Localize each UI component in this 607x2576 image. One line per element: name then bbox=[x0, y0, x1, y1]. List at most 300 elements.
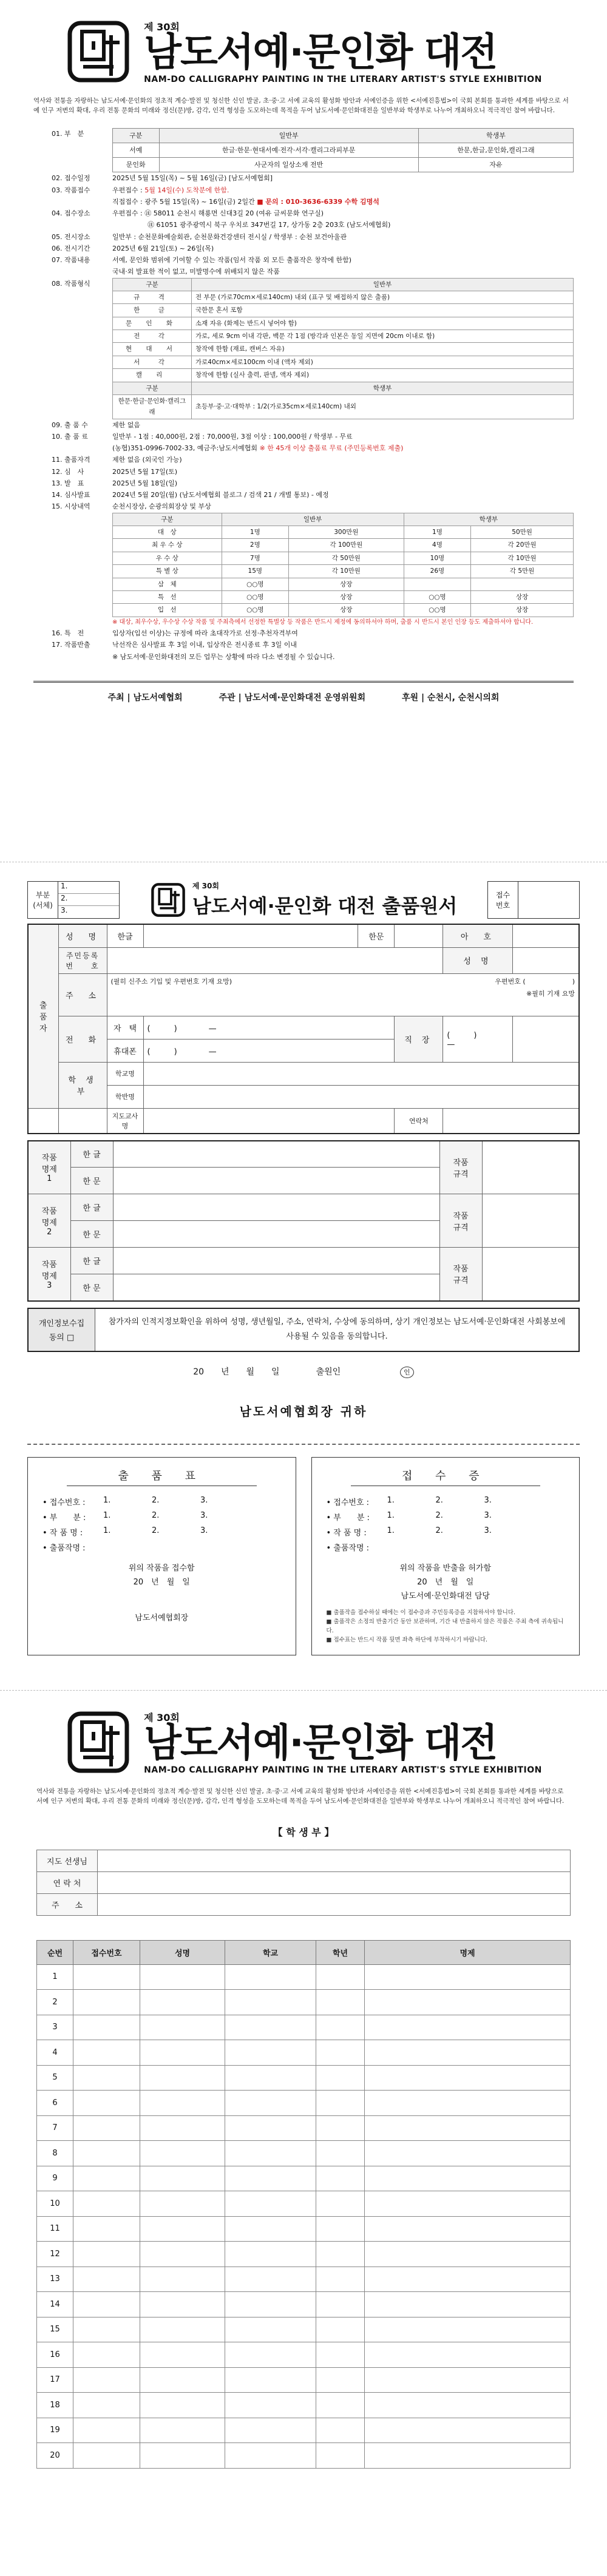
date-line bbox=[27, 1365, 580, 1378]
stub-line[interactable]: 3. bbox=[61, 905, 68, 914]
hangul-label: 한 글 bbox=[70, 1248, 113, 1274]
num: 1. bbox=[103, 1510, 111, 1520]
logo bbox=[33, 18, 574, 85]
student-list-table bbox=[36, 1940, 571, 2469]
cell: 서예 bbox=[113, 143, 160, 157]
entry-ticket bbox=[27, 1457, 296, 1655]
cell: 가로40cm×세로100cm 이내 (액자 제외) bbox=[192, 356, 574, 368]
col-header: 구분 bbox=[113, 278, 192, 291]
school-cell[interactable] bbox=[225, 2166, 316, 2191]
grade-cell[interactable] bbox=[316, 2015, 365, 2040]
title-cell[interactable] bbox=[365, 2292, 571, 2317]
prize-note: ※ 대상, 최우수상, 우수상 수상 작품 및 주최측에서 선정한 특별상 등 작품은 반드시 제정에 동의하셔야 하며, 출품 시 반드시 본인 인장 등도 제출하셔야 합니다. bbox=[112, 618, 534, 626]
col-header: 학생부 bbox=[404, 513, 573, 526]
address-field[interactable] bbox=[107, 973, 579, 1016]
name-cell[interactable] bbox=[140, 2292, 225, 2317]
school-cell[interactable] bbox=[225, 2065, 316, 2091]
cell: 각 5만원 bbox=[471, 565, 574, 578]
title-cell[interactable] bbox=[365, 1964, 571, 1990]
organizers bbox=[33, 681, 574, 703]
cell: 한 글 bbox=[113, 304, 192, 317]
grade-cell[interactable] bbox=[316, 2393, 365, 2418]
category-table bbox=[112, 128, 574, 173]
sign-label: 성 명 bbox=[443, 947, 512, 973]
edition-label: 제 30회 bbox=[192, 882, 219, 890]
receipt-cell[interactable] bbox=[73, 2342, 140, 2368]
grade-cell[interactable] bbox=[316, 2342, 365, 2368]
stub-line[interactable]: 2. bbox=[58, 894, 119, 906]
school-cell[interactable] bbox=[225, 2393, 316, 2418]
title-cell[interactable] bbox=[365, 2443, 571, 2469]
cell: 1명 bbox=[222, 526, 289, 539]
title-cell[interactable] bbox=[365, 2317, 571, 2342]
grade-cell[interactable] bbox=[316, 2443, 365, 2469]
table-row bbox=[37, 2418, 571, 2443]
section-15 bbox=[33, 501, 574, 627]
name-cell[interactable] bbox=[140, 1990, 225, 2015]
name-cell[interactable] bbox=[140, 2317, 225, 2342]
cell: 상장 bbox=[471, 590, 574, 603]
cell: 문인화 bbox=[113, 158, 160, 172]
name-hangul-field[interactable] bbox=[143, 924, 358, 947]
section-key: 09. 출 품 수 bbox=[52, 421, 88, 429]
cell: 한문·한글·문인화·캘리그래 bbox=[113, 394, 192, 419]
ticket-date: 20 년 월 일 bbox=[417, 1577, 474, 1587]
field-label: • 작 품 명 : bbox=[42, 1528, 83, 1538]
work-1-hangul-field[interactable] bbox=[113, 1141, 439, 1168]
cell: 입 선 bbox=[113, 604, 222, 617]
school-cell[interactable] bbox=[225, 2191, 316, 2217]
section-12 bbox=[33, 466, 574, 478]
section-value: 국내·외 발표한 적이 없고, 미발명수에 위배되지 않은 작품 bbox=[112, 268, 280, 276]
work-number: 2 bbox=[47, 1228, 52, 1237]
name-cell[interactable] bbox=[140, 2367, 225, 2393]
work-number: 1 bbox=[47, 1174, 52, 1184]
address-label: 주 소 bbox=[58, 973, 107, 1016]
cell: 상장 bbox=[289, 604, 404, 617]
row-number: 5 bbox=[37, 2065, 73, 2091]
title-cell[interactable] bbox=[365, 2065, 571, 2091]
form-title-text: 남도서예·문인화 대전 출품원서 bbox=[192, 894, 458, 918]
grade-cell[interactable] bbox=[316, 1964, 365, 1990]
cell: 각 10만원 bbox=[471, 552, 574, 564]
seal-mark: 인 bbox=[400, 1367, 414, 1378]
section-key: 13. 발 표 bbox=[52, 479, 84, 487]
mobile-field[interactable]: ( ) — bbox=[143, 1039, 395, 1062]
num: 3. bbox=[484, 1510, 492, 1520]
cell: 창작에 한함 (재료, 캔버스 자유) bbox=[192, 343, 574, 356]
field-label: • 부 분 : bbox=[42, 1513, 86, 1523]
receipt-cell[interactable] bbox=[73, 2166, 140, 2191]
work-1-hanmun-field[interactable] bbox=[113, 1168, 439, 1194]
privacy-text: 참가자의 인적지정보확인을 위하여 성명, 생년월일, 주소, 연락처, 수상에 동의하며, 상기 개인정보는 남도서예·문인화대전 사회봉보에 사용될 수 있음을 동의합니다. bbox=[108, 1317, 566, 1342]
row-number: 1 bbox=[37, 1964, 73, 1990]
title-cell[interactable] bbox=[365, 2015, 571, 2040]
address-note: (필히 신주소 기입 및 우편번호 기재 요망) bbox=[110, 977, 232, 985]
name-cell[interactable] bbox=[140, 2342, 225, 2368]
table-row bbox=[37, 2166, 571, 2191]
section-02 bbox=[33, 172, 574, 184]
spec-table bbox=[112, 278, 574, 419]
school-cell[interactable] bbox=[225, 1964, 316, 1990]
cell: 15명 bbox=[222, 565, 289, 578]
teacher-info-table bbox=[36, 1850, 571, 1916]
num: 2. bbox=[152, 1526, 160, 1535]
section-17 bbox=[33, 639, 574, 663]
receipt-cell[interactable] bbox=[73, 1964, 140, 1990]
name-cell[interactable] bbox=[140, 2242, 225, 2267]
name-cell[interactable] bbox=[140, 2443, 225, 2469]
receipt-cell[interactable] bbox=[73, 2317, 140, 2342]
grade-cell[interactable] bbox=[316, 2115, 365, 2141]
col-header: 성명 bbox=[140, 1940, 225, 1964]
grade-field[interactable] bbox=[143, 1085, 579, 1108]
cell: ○○명 bbox=[222, 604, 289, 617]
contact-note: ■ 문의 : 010-3636-6339 수학 김명석 bbox=[257, 197, 379, 206]
grade-cell[interactable] bbox=[316, 2292, 365, 2317]
grade-cell[interactable] bbox=[316, 2065, 365, 2091]
school-cell[interactable] bbox=[225, 2141, 316, 2166]
school-cell[interactable] bbox=[225, 2015, 316, 2040]
section-value: 제한 없음 (외국인 가능) bbox=[112, 456, 182, 464]
receipt-cell[interactable] bbox=[73, 2216, 140, 2242]
section-11 bbox=[33, 454, 574, 465]
grade-cell[interactable] bbox=[316, 2267, 365, 2292]
contact-label: 연락처 bbox=[395, 1108, 443, 1134]
row-number: 10 bbox=[37, 2191, 73, 2217]
receipt-cell[interactable] bbox=[73, 2040, 140, 2066]
receipt-cell[interactable] bbox=[73, 2115, 140, 2141]
grade-cell[interactable] bbox=[316, 2418, 365, 2443]
hangul-label: 한글 bbox=[107, 924, 143, 947]
section-key: 10. 출 품 료 bbox=[52, 432, 88, 441]
ticket-title: 출 품 표 bbox=[67, 1467, 257, 1486]
grade-cell[interactable] bbox=[316, 2216, 365, 2242]
work-2-hangul-field[interactable] bbox=[113, 1194, 439, 1221]
grade-cell[interactable] bbox=[316, 2191, 365, 2217]
cell: 2명 bbox=[222, 539, 289, 552]
cell: 전 각 bbox=[113, 330, 192, 343]
row-number: 20 bbox=[37, 2443, 73, 2469]
hanmun-label: 한문 bbox=[358, 924, 395, 947]
name-cell[interactable] bbox=[140, 1964, 225, 1990]
cell: 규 격 bbox=[113, 291, 192, 303]
receipt-cell[interactable] bbox=[73, 2065, 140, 2091]
grade-label: 학반명 bbox=[107, 1085, 143, 1108]
stub-label: 부분 (서체) bbox=[28, 882, 58, 918]
section-key: 16. 특 전 bbox=[52, 629, 84, 638]
name-cell[interactable] bbox=[140, 2115, 225, 2141]
section-key: 02. 접수일정 bbox=[52, 174, 90, 183]
school-cell[interactable] bbox=[225, 2292, 316, 2317]
home-phone-field[interactable]: ( ) — bbox=[143, 1016, 395, 1039]
teacher-label: 지도 선생님 bbox=[37, 1850, 98, 1871]
section-value: 일반부 : 순천문화예술회관, 순천문화건강센터 전시실 / 학생부 : 순천 보건아울관 bbox=[112, 232, 347, 241]
school-cell[interactable] bbox=[225, 2418, 316, 2443]
num: 2. bbox=[435, 1495, 443, 1505]
title-cell[interactable] bbox=[365, 2141, 571, 2166]
cell: 한문,한글,문인화,캘리그래 bbox=[418, 143, 573, 157]
table-row bbox=[37, 2367, 571, 2393]
table-row bbox=[37, 2443, 571, 2469]
title-cell[interactable] bbox=[365, 2166, 571, 2191]
office-phone-field[interactable]: ( ) — bbox=[443, 1016, 512, 1062]
num: 2. bbox=[435, 1526, 443, 1535]
cell: 가로, 세로 9cm 이내 각판, 백문 각 1점 (방각과 인본은 동일 지면에 20cm 이내로 함) bbox=[192, 330, 574, 343]
title-cell[interactable] bbox=[365, 2242, 571, 2267]
num: 1. bbox=[103, 1495, 111, 1505]
work-2-hanmun-field[interactable] bbox=[113, 1221, 439, 1248]
grade-cell[interactable] bbox=[316, 2317, 365, 2342]
school-cell[interactable] bbox=[225, 2216, 316, 2242]
receipt-cell[interactable] bbox=[73, 2091, 140, 2116]
name-cell[interactable] bbox=[140, 2191, 225, 2217]
privacy-consent bbox=[27, 1308, 580, 1352]
name-hanmun-field[interactable] bbox=[395, 924, 443, 947]
hangul-label: 한 글 bbox=[70, 1141, 113, 1168]
section-value: 입상자(입선 이상)는 규정에 따라 초대작가로 선정·추천자격부여 bbox=[112, 629, 298, 638]
spec-label: 작품 규격 bbox=[439, 1194, 482, 1248]
num: 2. bbox=[152, 1510, 160, 1520]
teacher-field[interactable] bbox=[98, 1850, 571, 1871]
spec-label: 작품 규격 bbox=[439, 1248, 482, 1301]
section-16 bbox=[33, 627, 574, 639]
title-cell[interactable] bbox=[365, 2393, 571, 2418]
cell: 사군자의 일상소재 전반 bbox=[159, 158, 418, 172]
work-3-hangul-field[interactable] bbox=[113, 1248, 439, 1274]
col-header: 학생부 bbox=[192, 382, 574, 394]
table-row bbox=[37, 2141, 571, 2166]
contact-field[interactable] bbox=[98, 1871, 571, 1893]
section-value: 낙선작은 심사발표 후 3일 이내, 입상작은 전시종료 후 3일 이내 bbox=[112, 641, 297, 649]
category-stub bbox=[27, 881, 120, 919]
exhibition-subtitle: NAM-DO CALLIGRAPHY PAINTING IN THE LITERARY ARTIST'S STYLE EXHIBITION bbox=[144, 74, 542, 84]
title-cell[interactable] bbox=[365, 2091, 571, 2116]
row-number: 18 bbox=[37, 2393, 73, 2418]
agree-checkbox[interactable]: 동의 □ bbox=[49, 1333, 75, 1343]
cell: 전 부문 (가로70cm×세로140cm) 내외 (표구 및 배접하지 않은 출품) bbox=[192, 291, 574, 303]
name-cell[interactable] bbox=[140, 2418, 225, 2443]
title-cell[interactable] bbox=[365, 2040, 571, 2066]
num: 1. bbox=[387, 1510, 395, 1520]
grade-cell[interactable] bbox=[316, 2367, 365, 2393]
school-cell[interactable] bbox=[225, 2267, 316, 2292]
student-page-title: 【 학 생 부 】 bbox=[273, 1826, 334, 1838]
row-number: 17 bbox=[37, 2367, 73, 2393]
bank-account: (농협)351-0996-7002-33, 예금주:남도서예협회 bbox=[112, 444, 258, 453]
applicant-table bbox=[27, 924, 580, 1134]
col-header: 명제 bbox=[365, 1940, 571, 1964]
grade-cell[interactable] bbox=[316, 2166, 365, 2191]
school-cell[interactable] bbox=[225, 2443, 316, 2469]
ticket-date: 20 년 월 일 bbox=[133, 1577, 190, 1587]
pen-name-field[interactable] bbox=[512, 924, 579, 947]
section-key: 11. 출품자격 bbox=[52, 456, 90, 464]
name-cell[interactable] bbox=[140, 2216, 225, 2242]
sign-field[interactable] bbox=[512, 947, 579, 973]
work-3-spec-field[interactable] bbox=[482, 1248, 579, 1301]
table-row bbox=[37, 2292, 571, 2317]
section-key: 01. 부 분 bbox=[52, 129, 84, 138]
row-number: 12 bbox=[37, 2242, 73, 2267]
row-number: 13 bbox=[37, 2267, 73, 2292]
cell: 삼 체 bbox=[113, 578, 222, 590]
receipt-cell[interactable] bbox=[73, 2393, 140, 2418]
school-cell[interactable] bbox=[225, 2115, 316, 2141]
receipt-number-field[interactable] bbox=[518, 882, 579, 918]
title-cell[interactable] bbox=[365, 1990, 571, 2015]
cell: 소재 자유 (화제는 반드시 넣어야 함) bbox=[192, 317, 574, 330]
receipt-cell[interactable] bbox=[73, 2242, 140, 2267]
num: 1. bbox=[387, 1526, 395, 1535]
row-number: 11 bbox=[37, 2216, 73, 2242]
receipt-cell[interactable] bbox=[73, 2367, 140, 2393]
col-header: 일반부 bbox=[222, 513, 404, 526]
school-cell[interactable] bbox=[225, 2367, 316, 2393]
title-cell[interactable] bbox=[365, 2115, 571, 2141]
spec-label: 작품 규격 bbox=[439, 1141, 482, 1194]
title-cell[interactable] bbox=[365, 2216, 571, 2242]
name-cell[interactable] bbox=[140, 2393, 225, 2418]
row-number: 4 bbox=[37, 2040, 73, 2066]
col-header: 접수번호 bbox=[73, 1940, 140, 1964]
grade-cell[interactable] bbox=[316, 1990, 365, 2015]
title-cell[interactable] bbox=[365, 2342, 571, 2368]
row-number: 7 bbox=[37, 2115, 73, 2141]
num: 3. bbox=[200, 1495, 208, 1505]
name-cell[interactable] bbox=[140, 2091, 225, 2116]
free-note: ※ 한 45개 이상 출품료 무료 (주민등록번호 제출) bbox=[259, 444, 404, 453]
section-03 bbox=[33, 184, 574, 208]
title-cell[interactable] bbox=[365, 2191, 571, 2217]
cell: 특 별 상 bbox=[113, 565, 222, 578]
notice-page bbox=[0, 0, 607, 862]
cell: ○○명 bbox=[222, 590, 289, 603]
field-label: • 부 분 : bbox=[326, 1513, 370, 1523]
address-field[interactable] bbox=[98, 1893, 571, 1915]
cell: 상장 bbox=[471, 604, 574, 617]
name-cell[interactable] bbox=[140, 2141, 225, 2166]
row-number: 15 bbox=[37, 2317, 73, 2342]
work-label: 작품 명제 bbox=[41, 1260, 57, 1281]
prize-table bbox=[112, 513, 574, 617]
grade-cell[interactable] bbox=[316, 2040, 365, 2066]
section-key: 14. 심사발표 bbox=[52, 491, 90, 499]
application-form-page bbox=[0, 862, 607, 1690]
edition-label: 제 30회 bbox=[144, 1711, 180, 1723]
work-3-hanmun-field[interactable] bbox=[113, 1274, 439, 1301]
name-cell[interactable] bbox=[140, 2166, 225, 2191]
section-06 bbox=[33, 243, 574, 254]
applicant-label: 출 품 자 bbox=[28, 924, 58, 1108]
confirm-text: 위의 작품을 반출을 허가함 bbox=[399, 1563, 492, 1573]
receipt-cell[interactable] bbox=[73, 2267, 140, 2292]
cell: 상장 bbox=[289, 578, 404, 590]
organizer-label: 주관 | 남도서예·문인화대전 운영위원회 bbox=[219, 692, 366, 703]
teacher-field[interactable] bbox=[143, 1108, 395, 1134]
work-2-spec-field[interactable] bbox=[482, 1194, 579, 1248]
contact-field[interactable] bbox=[443, 1108, 579, 1134]
section-value: 일반부 - 1점 : 40,000원, 2점 : 70,000원, 3점 이상 : 100,000원 / 학생부 - 무료 bbox=[112, 432, 353, 441]
table-row bbox=[113, 526, 574, 539]
row-number: 6 bbox=[37, 2091, 73, 2116]
table-row bbox=[37, 1964, 571, 1990]
work-1-spec-field[interactable] bbox=[482, 1141, 579, 1194]
cell: 문 인 화 bbox=[113, 317, 192, 330]
num: 2. bbox=[152, 1495, 160, 1505]
num: 3. bbox=[484, 1495, 492, 1505]
school-cell[interactable] bbox=[225, 2342, 316, 2368]
exhibition-title: 남도서예·문인화 대전 bbox=[144, 1720, 497, 1766]
school-field[interactable] bbox=[143, 1062, 579, 1085]
section-value: 직접접수 : 광주 5월 15일(목) ~ 16일(금) 2일간 bbox=[112, 197, 255, 206]
name-cell[interactable] bbox=[140, 2015, 225, 2040]
deadline-note: 5월 14일(수) 도착분에 한함. bbox=[144, 186, 229, 194]
school-cell[interactable] bbox=[225, 2242, 316, 2267]
section-value: 2024년 5월 20일(월) (남도서예협회 블로그 / 검색 21 / 개별 통보) - 예정 bbox=[112, 491, 329, 499]
receipt-cell[interactable] bbox=[73, 2141, 140, 2166]
address-note: ※필히 기재 요망 bbox=[526, 989, 575, 998]
works-table bbox=[27, 1140, 580, 1302]
school-cell[interactable] bbox=[225, 2091, 316, 2116]
section-key: 05. 전시장소 bbox=[52, 232, 90, 241]
table-row bbox=[113, 590, 574, 603]
receipt-cell[interactable] bbox=[73, 2191, 140, 2217]
ticket-org: 남도서예협회장 bbox=[135, 1613, 189, 1623]
name-cell[interactable] bbox=[140, 2065, 225, 2091]
grade-cell[interactable] bbox=[316, 2091, 365, 2116]
school-cell[interactable] bbox=[225, 2317, 316, 2342]
receipt-cell[interactable] bbox=[73, 2418, 140, 2443]
receipt-cell[interactable] bbox=[73, 2443, 140, 2469]
title-cell[interactable] bbox=[365, 2367, 571, 2393]
zip-label: 우편번호 ( ) bbox=[495, 977, 575, 985]
school-cell[interactable] bbox=[225, 1990, 316, 2015]
mobile-label: 휴대폰 bbox=[107, 1039, 143, 1062]
cell: 상장 bbox=[289, 590, 404, 603]
student-rows bbox=[37, 1964, 571, 2468]
num: 1. bbox=[387, 1495, 395, 1505]
field-label: • 작 품 명 : bbox=[326, 1528, 367, 1538]
student-list-page bbox=[0, 1690, 607, 2576]
phone-label: 전 화 bbox=[58, 1016, 107, 1062]
name-cell[interactable] bbox=[140, 2040, 225, 2066]
table-row bbox=[37, 2267, 571, 2292]
title-cell[interactable] bbox=[365, 2267, 571, 2292]
teacher-label: 지도교사명 bbox=[107, 1108, 143, 1134]
ticket-note: ■ 출품작을 접수하실 때에는 이 접수증과 주민등록증을 지참하셔야 합니다. bbox=[326, 1609, 515, 1616]
ticket-note: ■ 출품작은 소정의 반출기간 동안 보관하며, 기간 내 반출하지 않은 작품은 주최 측에 귀속됩니다. bbox=[326, 1618, 564, 1635]
cell: 현 대 서 bbox=[113, 343, 192, 356]
date-field[interactable]: 20 년 월 일 bbox=[193, 1367, 280, 1377]
cell: ○○명 bbox=[404, 590, 471, 603]
col-header: 일반부 bbox=[192, 278, 574, 291]
cell: 각 20만원 bbox=[471, 539, 574, 552]
title-cell[interactable] bbox=[365, 2418, 571, 2443]
section-value: 서예, 문인화 범위에 기여할 수 있는 작품(임서 작품 외 모든 출품작은 창작에 한함) bbox=[112, 256, 352, 265]
receipt-cell[interactable] bbox=[73, 2292, 140, 2317]
rrn-field[interactable] bbox=[107, 947, 443, 973]
receipt-cell[interactable] bbox=[73, 2015, 140, 2040]
name-cell[interactable] bbox=[140, 2267, 225, 2292]
seal-logo-icon bbox=[65, 18, 132, 85]
receipt-cell[interactable] bbox=[73, 1990, 140, 2015]
num: 3. bbox=[484, 1526, 492, 1535]
school-cell[interactable] bbox=[225, 2040, 316, 2066]
grade-cell[interactable] bbox=[316, 2141, 365, 2166]
stub-line[interactable]: 1. bbox=[58, 882, 119, 894]
grade-cell[interactable] bbox=[316, 2242, 365, 2267]
